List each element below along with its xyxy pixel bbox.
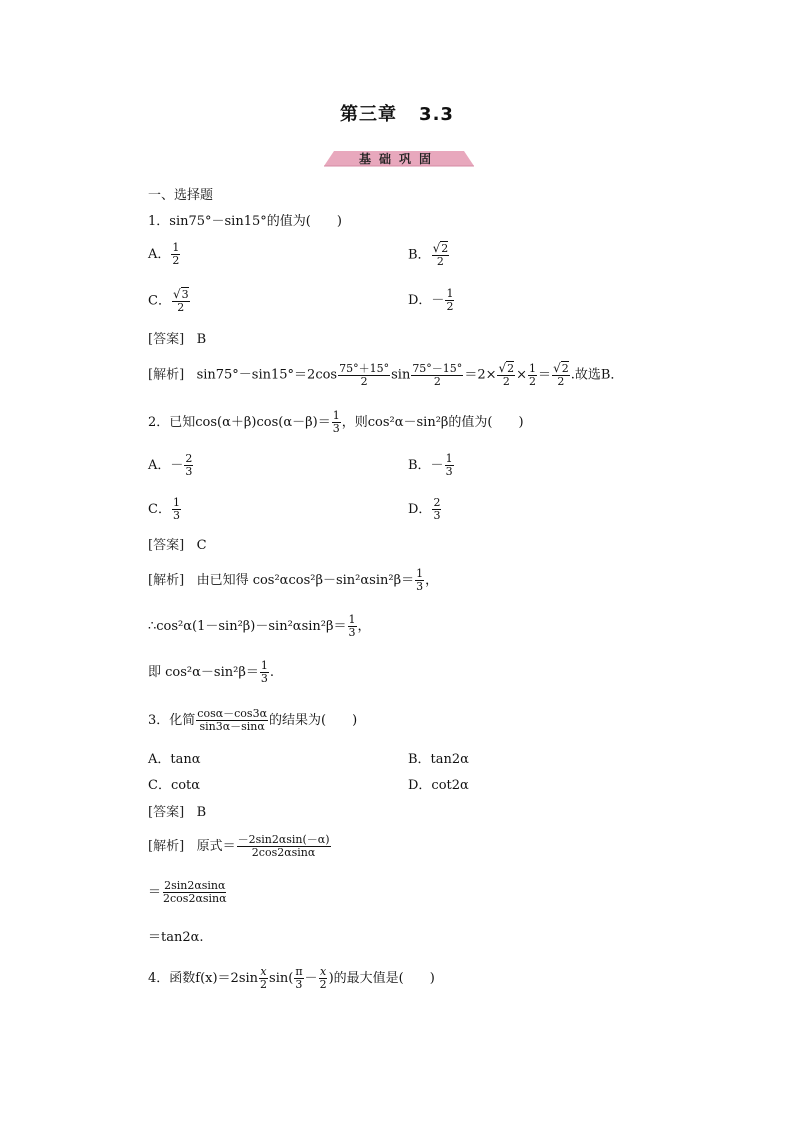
- section-header: 一、选择题: [148, 188, 214, 203]
- q1-option-c: C． $\frac{√3}{2}$: [148, 287, 189, 314]
- chapter-label: 第三章: [340, 104, 398, 125]
- section-number: 3.3: [419, 104, 454, 125]
- q3-option-a: A．tanα: [148, 752, 201, 767]
- q2-analysis-line3: 即 cos²α－sin²β＝ $\frac{1}{3}$ .: [148, 659, 274, 685]
- q1-answer: [答案] B: [148, 332, 207, 347]
- q2-answer: [答案] C: [148, 538, 207, 553]
- q3-answer: [答案] B: [148, 805, 207, 820]
- q2-option-d: D． $\frac{2}{3}$: [408, 496, 441, 522]
- q2-stem: 2．已知cos(α＋β)cos(α－β)＝ $\frac{1}{3}$ ，则cos²α－sin²β的值为( ): [148, 409, 524, 435]
- q2-analysis-line1: [解析] 由已知得 cos²αcos²β－sin²αsin²β＝ $\frac{1}{3}$ ，: [148, 567, 439, 593]
- q3-option-d: D．cot2α: [408, 778, 469, 793]
- q1-option-b: B． $\frac{√2}{2}$: [408, 241, 449, 268]
- q1-stem: 1．sin75°－sin15°的值为( ): [148, 214, 342, 229]
- q2-option-b: B．－ $\frac{1}{3}$: [408, 452, 453, 478]
- q2-option-a: A．－ $\frac{2}{3}$: [148, 452, 193, 478]
- q3-stem: 3．化简 $\frac{\cos\alpha-\cos 3\alpha}{\sin 3\alpha-\sin\alpha}$ 的结果为( ): [148, 707, 358, 733]
- q3-analysis-line1: [解析] 原式＝ $\frac{-2\sin 2\alpha\sin(-\alpha)}{2\cos 2\alpha\sin\alpha}$: [148, 833, 330, 859]
- page-title: [0, 100, 794, 126]
- q1-analysis: [解析] sin75°－sin15°＝2cos $\frac{75^\circ+15^\circ}{2}$ sin $\frac{75^\circ-15^\circ}{2}$ ＝2× $\frac{√2}{2}$ × $\frac{1}{2}$ ＝ $\frac{√2}{2}$ .故选B．: [148, 361, 624, 388]
- banner-text: 基础巩固: [358, 152, 439, 166]
- section-banner: [324, 149, 474, 167]
- q3-analysis-line2: ＝ $\frac{2\sin 2\alpha\sin\alpha}{2\cos 2\alpha\sin\alpha}$: [148, 879, 227, 905]
- q1-option-a: A． $\frac{1}{2}$: [148, 241, 180, 267]
- q4-stem: 4．函数f(x)＝2sin $\frac{x}{2}$ sin( $\frac{\pi}{3}$ － $\frac{x}{2}$ )的最大值是( ): [148, 965, 435, 991]
- q1-option-d: D．－ $\frac{1}{2}$: [408, 287, 454, 313]
- q2-option-c: C． $\frac{1}{3}$: [148, 496, 180, 522]
- q3-option-b: B．tan2α: [408, 752, 469, 767]
- q3-analysis-line3: ＝tan2α.: [148, 930, 204, 945]
- q3-option-c: C．cotα: [148, 778, 201, 793]
- q2-analysis-line2: ∴cos²α(1－sin²β)－sin²αsin²β＝ $\frac{1}{3}$ ，: [148, 613, 371, 639]
